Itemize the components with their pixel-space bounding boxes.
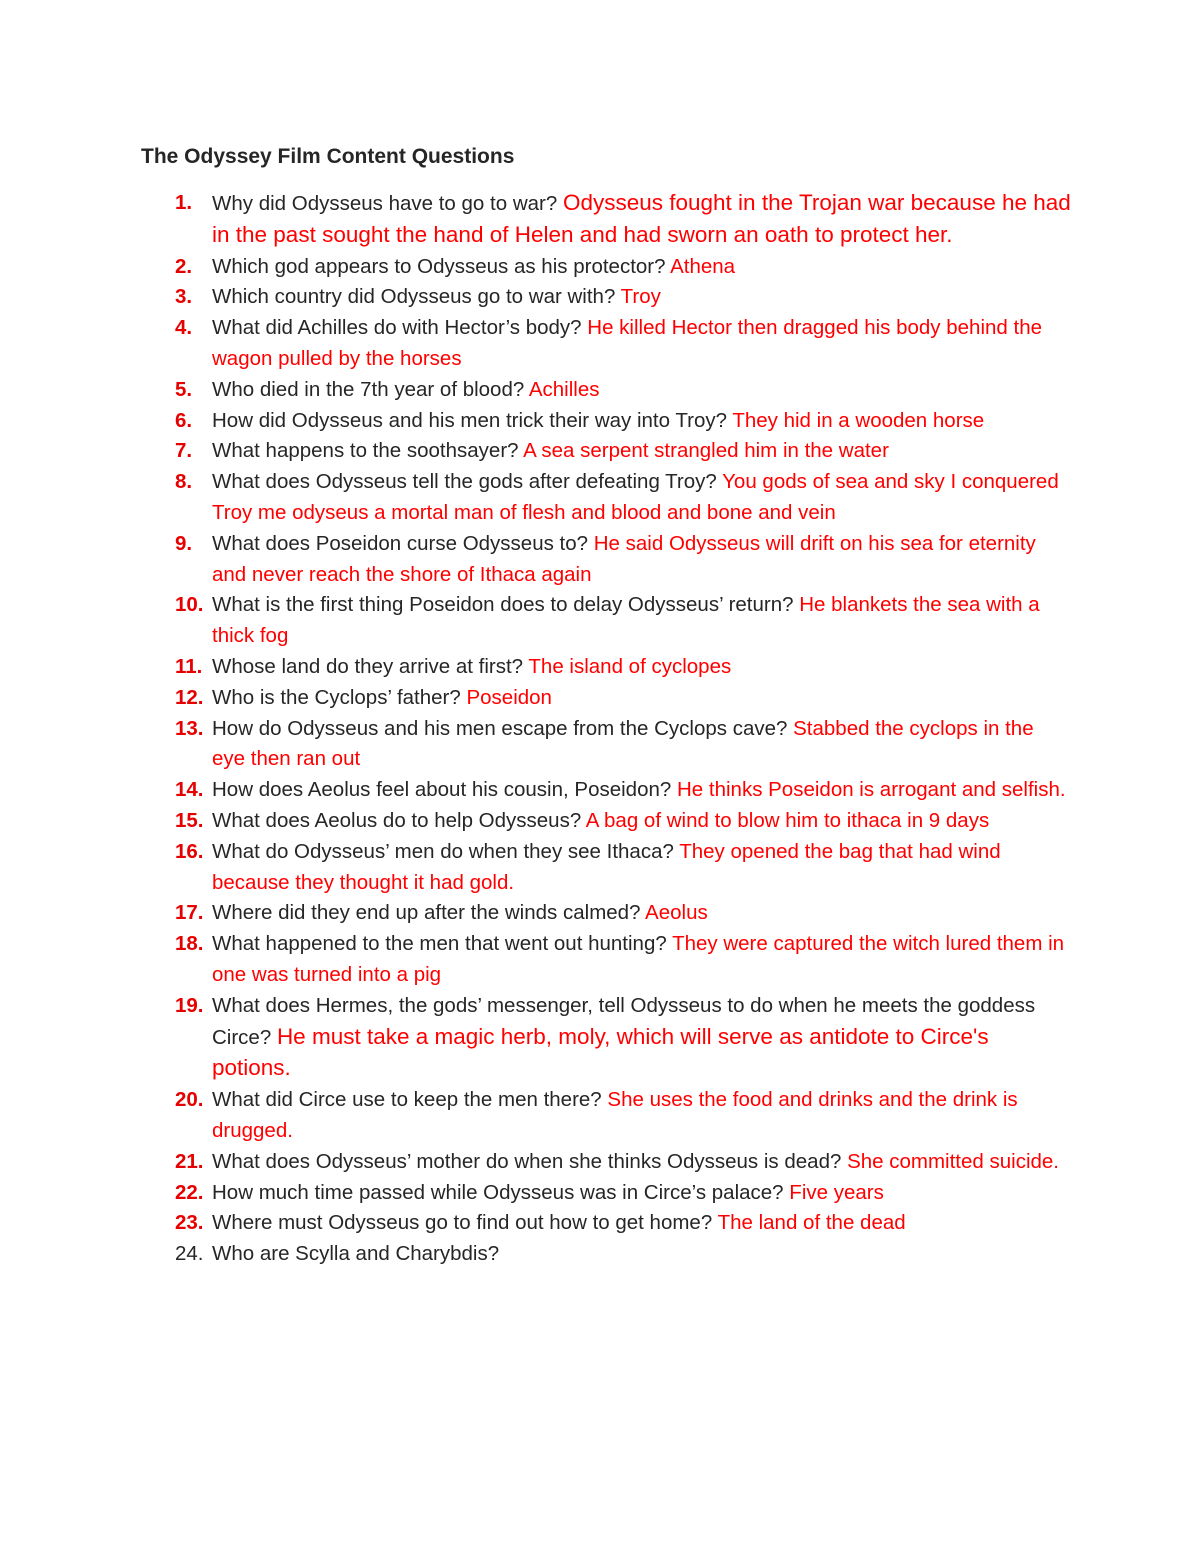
question-item [0, 467, 1072, 529]
question-item [0, 714, 1072, 776]
question-item [0, 929, 1072, 991]
answer-text: They opened the bag that had wind because they thought it had gold. [212, 839, 1001, 894]
question-text: What does Odysseus tell the gods after defeating Troy? [212, 470, 723, 494]
question-item [0, 590, 1072, 652]
document-title: The Odyssey Film Content Questions [141, 145, 515, 168]
question-text: What did Achilles do with Hector’s body? [212, 316, 588, 340]
question-number: 20. [175, 1088, 204, 1112]
answer-text: Achilles [528, 377, 600, 401]
question-text: What does Poseidon curse Odysseus to? [212, 531, 594, 555]
answer-text: Stabbed the cyclops in the eye then ran out [212, 716, 1034, 771]
question-number: 2. [175, 254, 193, 278]
question-item [0, 1147, 1072, 1178]
question-item [0, 1208, 1072, 1239]
question-number: 12. [175, 685, 204, 709]
question-item [0, 991, 1072, 1085]
answer-text: He killed Hector then dragged his body behind the wagon pulled by the horses [212, 316, 1042, 370]
question-number: 23. [175, 1211, 204, 1235]
question-text: How do Odysseus and his men escape from the Cyclops cave? [212, 716, 794, 740]
answer-text: Five years [789, 1180, 884, 1204]
question-text: Why did Odysseus have to go to war? [212, 192, 563, 215]
question-item [0, 1239, 1072, 1270]
question-item [0, 1085, 1072, 1147]
answer-text: Aeolus [645, 901, 708, 925]
question-text: Where did they end up after the winds calmed? [212, 901, 646, 925]
question-text: Who are Scylla and Charybdis? [212, 1242, 500, 1266]
answer-text: Odysseus fought in the Trojan war because he had in the past sought the hand of Helen and had sworn an oath to protect her. [212, 190, 1071, 247]
question-item [0, 282, 1072, 313]
question-text: How much time passed while Odysseus was in Circe’s palace? [212, 1180, 790, 1204]
answer-text: They were captured the witch lured them in one was turned into a pig [212, 932, 1065, 986]
answer-text: A bag of wind to blow him to ithaca in 9 days [585, 808, 990, 832]
question-item [0, 529, 1072, 591]
question-item [0, 898, 1072, 929]
question-number: 21. [175, 1149, 204, 1173]
question-number: 3. [175, 285, 193, 309]
question-number: 22. [175, 1180, 204, 1204]
question-number: 11. [175, 654, 203, 678]
question-text: What happens to the soothsayer? [212, 439, 524, 463]
answer-text: Athena [670, 254, 736, 278]
question-item [0, 313, 1072, 375]
question-list [0, 188, 1200, 1270]
answer-text: The island of cyclopes [528, 654, 732, 678]
answer-text: Troy [620, 285, 661, 309]
question-text: What does Aeolus do to help Odysseus? [212, 808, 586, 832]
question-item [0, 1178, 1072, 1209]
answer-text: She committed suicide. [847, 1149, 1060, 1173]
question-number: 18. [175, 932, 204, 956]
question-item [0, 406, 1072, 437]
question-number: 4. [175, 316, 193, 340]
question-number: 10. [175, 593, 204, 617]
question-item [0, 652, 1072, 683]
answer-text: The land of the dead [717, 1211, 906, 1235]
answer-text: He must take a magic herb, moly, which will serve as antidote to Circe's potions. [212, 1023, 989, 1081]
question-item [0, 188, 1072, 252]
answer-text: You gods of sea and sky I conquered Troy me odyseus a mortal man of flesh and blood and bone and vein [212, 470, 1059, 524]
question-text: What do Odysseus’ men do when they see Ithaca? [212, 839, 680, 863]
question-text: Whose land do they arrive at first? [212, 654, 529, 678]
question-item [0, 683, 1072, 714]
answer-text: She uses the food and drinks and the drink is drugged. [212, 1088, 1018, 1142]
question-item [0, 252, 1072, 283]
question-item [0, 375, 1072, 406]
question-text: Who is the Cyclops’ father? [212, 685, 467, 709]
question-number: 17. [175, 901, 204, 925]
answer-text: He blankets the sea with a thick fog [212, 593, 1040, 648]
question-number: 7. [175, 439, 193, 463]
question-number: 24. [175, 1242, 204, 1266]
question-text: What does Odysseus’ mother do when she thinks Odysseus is dead? [212, 1149, 848, 1173]
question-text: Where must Odysseus go to find out how to get home? [212, 1211, 718, 1235]
question-text: Which country did Odysseus go to war with? [212, 285, 621, 309]
question-item [0, 806, 1072, 837]
answer-text: A sea serpent strangled him in the water [523, 439, 889, 463]
question-number: 6. [175, 408, 193, 432]
answer-text: He thinks Poseidon is arrogant and selfish. [676, 778, 1066, 802]
question-text: Which god appears to Odysseus as his protector? [212, 254, 671, 278]
question-text: How does Aeolus feel about his cousin, Poseidon? [212, 778, 677, 802]
question-number: 15. [175, 808, 204, 832]
question-text: What is the first thing Poseidon does to delay Odysseus’ return? [212, 593, 800, 617]
question-number: 5. [175, 377, 193, 401]
question-text: What did Circe use to keep the men there? [212, 1088, 608, 1112]
answer-text: Poseidon [466, 685, 552, 709]
question-number: 1. [175, 191, 193, 214]
question-number: 9. [175, 531, 193, 555]
question-item [0, 436, 1072, 467]
question-number: 8. [175, 470, 193, 494]
question-number: 19. [175, 993, 204, 1017]
question-number: 13. [175, 716, 204, 740]
question-text: How did Odysseus and his men trick their way into Troy? [212, 408, 733, 432]
question-number: 16. [175, 839, 204, 863]
question-item [0, 837, 1072, 899]
question-text: What does Hermes, the gods’ messenger, tell Odysseus to do when he meets the goddess Circe? [212, 993, 1036, 1049]
question-text: Who died in the 7th year of blood? [212, 377, 529, 401]
question-item [0, 775, 1072, 806]
answer-text: They hid in a wooden horse [732, 408, 985, 432]
question-text: What happened to the men that went out hunting? [212, 932, 673, 956]
question-number: 14. [175, 778, 204, 802]
answer-text: He said Odysseus will drift on his sea for eternity and never reach the shore of Ithaca again [212, 531, 1036, 586]
